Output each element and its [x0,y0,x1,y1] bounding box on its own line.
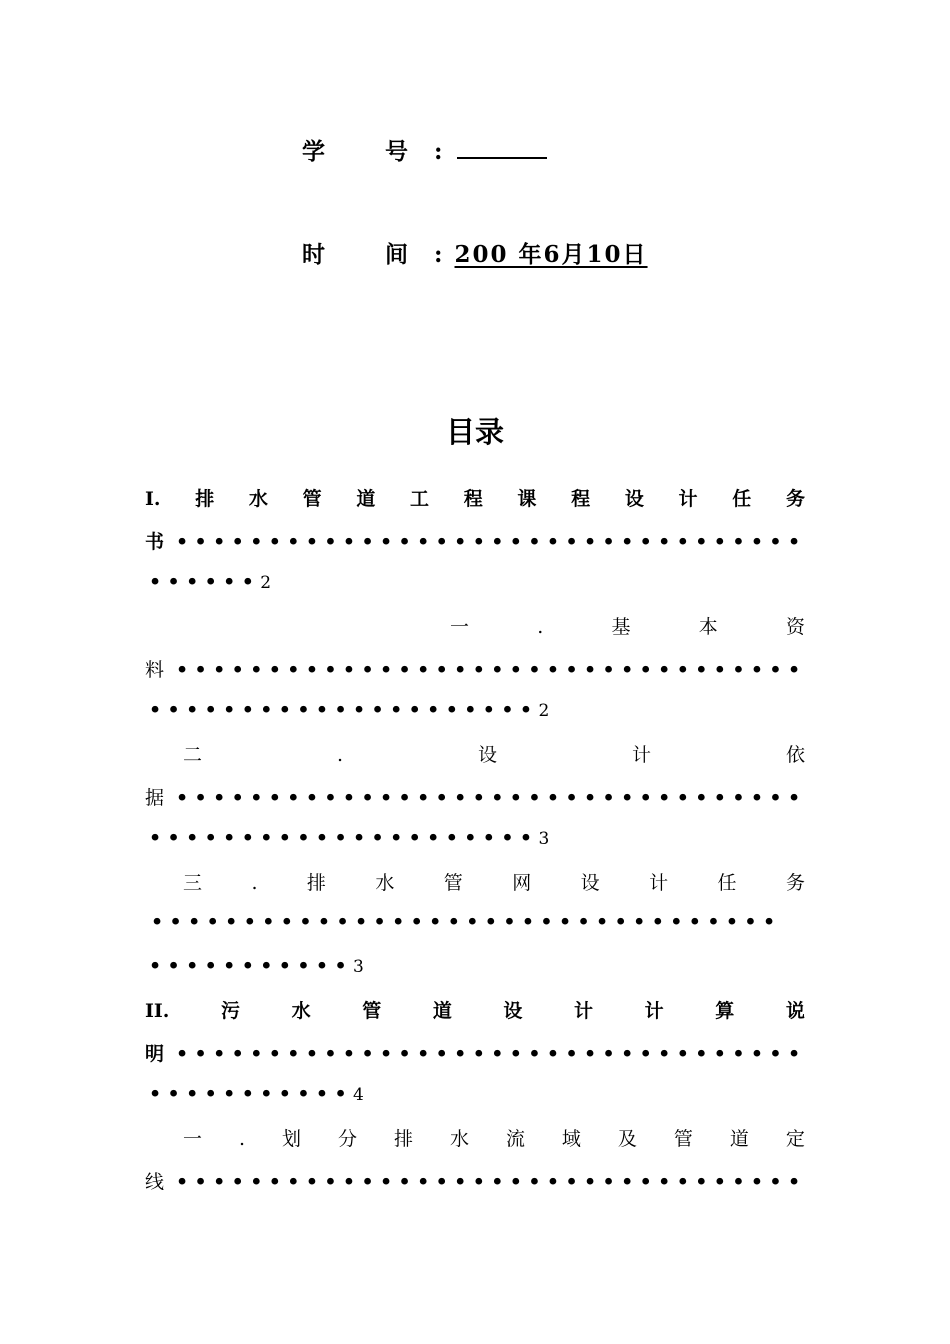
toc-heading-char: 管 [302,488,322,510]
toc-entry-heading [183,868,805,895]
toc-dots: ••••••••••••••••••••• [149,827,539,849]
toc-heading-char: 设 [478,744,498,766]
toc-dots: •••••• [149,571,261,593]
toc-heading-char: . [537,616,544,638]
toc-heading-char: 依 [785,744,805,766]
toc-heading-char: 道 [729,1128,749,1150]
toc-heading-char: 计 [631,744,651,766]
toc-dots: •••••••••••••••••••••••••••••••••• [176,1043,807,1065]
toc-heading-char: 算 [715,1000,735,1022]
toc-leader-char: 料 [145,659,165,681]
toc-heading-char: 说 [785,1000,805,1022]
toc-page-number: 3 [538,829,550,849]
toc-heading-char: 水 [248,488,268,510]
toc-heading-char: 道 [356,488,376,510]
toc-page-number: 3 [353,957,364,977]
toc-heading-char: 分 [337,1128,357,1150]
toc-heading-char: I. [145,488,161,510]
toc-heading-char: 计 [678,488,698,510]
toc-page-line [145,571,271,593]
toc-heading-char: . [238,1128,246,1150]
toc-leader-char: 线 [145,1171,165,1193]
toc-heading-char: 排 [306,872,326,894]
toc-heading-char: 管 [673,1128,693,1150]
toc-dots: ••••••••••• [149,1083,353,1105]
toc-heading-char: 定 [785,1128,805,1150]
toc-entry-heading [183,740,805,767]
toc-heading-char: 管 [443,872,463,894]
toc-heading-char: 一 [183,1128,203,1150]
toc-heading-char: 计 [649,872,669,894]
toc-leader-line [145,1039,807,1066]
student-id-field [302,133,547,166]
toc-heading-char: 道 [432,1000,452,1022]
toc-dots: ••••••••••••••••••••• [149,699,539,721]
toc-heading-char: 程 [463,488,483,510]
toc-heading-char: 设 [503,1000,523,1022]
toc-heading-char: 设 [624,488,644,510]
toc-heading-char: 资 [785,616,805,638]
toc-entry-heading [450,612,805,639]
toc-leader-line [145,911,782,933]
toc-heading-char: 任 [732,488,752,510]
toc-entry-heading [145,484,805,511]
toc-heading-char: 水 [291,1000,311,1022]
toc-entry-heading [183,1124,805,1151]
toc-heading-char: II. [145,1000,170,1022]
toc-page-line [145,699,549,721]
toc-heading-char: 计 [574,1000,594,1022]
toc-page-number: 2 [538,701,550,721]
toc-dots: •••••••••••••••••••••••••••••••••• [176,1171,807,1193]
toc-leader-char: 明 [145,1043,165,1065]
toc-entry-heading [145,996,805,1023]
toc-heading-char: 水 [375,872,395,894]
toc-heading-char: 流 [505,1128,525,1150]
toc-dots: ••••••••••• [149,955,353,977]
toc-heading-char: 排 [393,1128,413,1150]
toc-page-line [145,827,549,849]
toc-page-number: 2 [260,573,272,593]
toc-heading-char: . [251,872,258,894]
toc-leader-char: 据 [145,787,165,809]
toc-leader-line [145,527,807,554]
toc-dots: •••••••••••••••••••••••••••••••••• [176,787,807,809]
time-label: 时 间: [302,241,443,268]
toc-title: 目录 [445,415,504,449]
toc-heading-char: 管 [362,1000,382,1022]
toc-heading-char: 程 [571,488,591,510]
toc-heading-char: 污 [220,1000,240,1022]
toc-heading-char: 三 [183,872,203,894]
toc-heading-char: 工 [410,488,430,510]
toc-leader-char: 书 [145,531,165,553]
toc-heading-char: 务 [785,488,805,510]
toc-heading-char: 务 [785,872,805,894]
toc-dots: •••••••••••••••••••••••••••••••••• [176,659,807,681]
toc-heading-char: 一 [450,616,470,638]
toc-page-line [145,955,364,977]
toc-dots: •••••••••••••••••••••••••••••••••• [176,531,807,553]
toc-heading-char: 网 [512,872,532,894]
student-id-label: 学 号: [302,138,443,165]
toc-heading-char: 排 [195,488,215,510]
toc-page-line [145,1083,364,1105]
toc-heading-char: 课 [517,488,537,510]
toc-heading-char: 设 [580,872,600,894]
toc-heading-char: 域 [561,1128,581,1150]
student-id-blank [457,139,547,159]
toc-heading-char: 水 [449,1128,469,1150]
toc-heading-char: . [336,744,344,766]
toc-heading-char: 二 [183,744,203,766]
toc-heading-char: 本 [698,616,718,638]
toc-leader-line [145,1167,807,1194]
toc-heading-char: 计 [644,1000,664,1022]
toc-heading-char: 划 [282,1128,302,1150]
toc-leader-line [145,783,807,810]
time-field [302,236,648,269]
toc-dots: •••••••••••••••••••••••••••••••••• [151,911,782,933]
toc-heading-char: 及 [617,1128,637,1150]
toc-heading-char: 基 [611,616,631,638]
time-value: 200 年6月10日 [454,241,648,268]
toc-leader-line [145,655,807,682]
toc-page-number: 4 [353,1085,364,1105]
toc-heading-char: 任 [717,872,737,894]
